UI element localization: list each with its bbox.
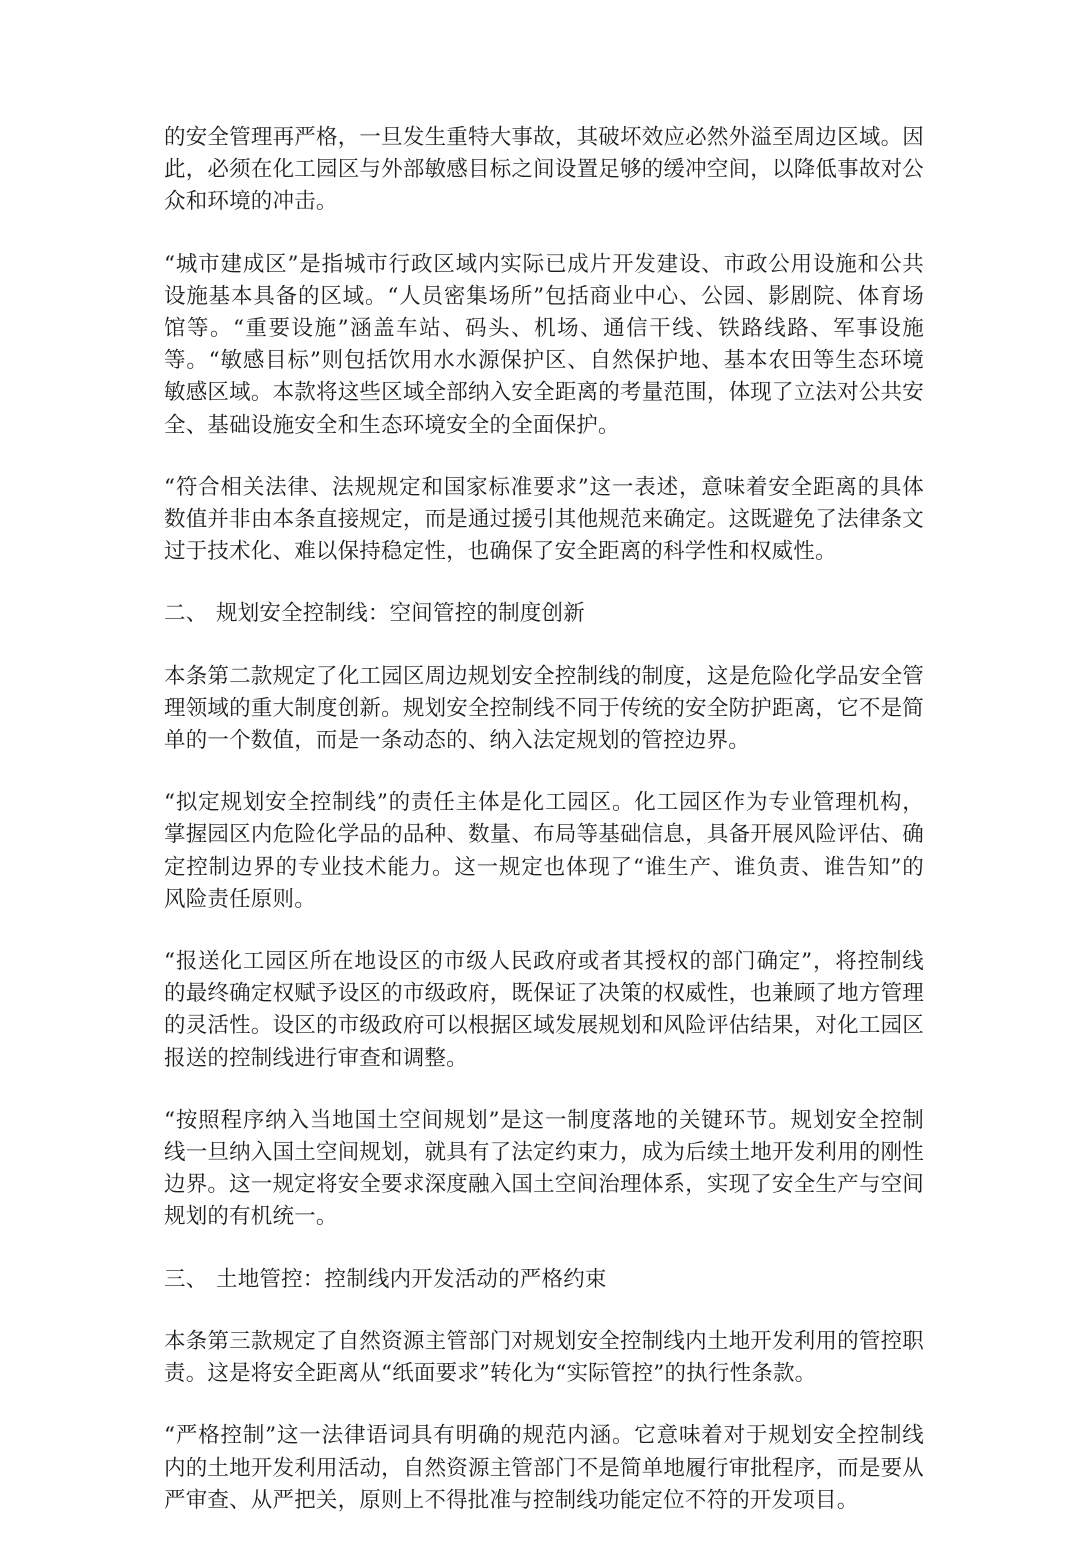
section-heading xyxy=(164,1264,924,1296)
paragraph: 本条第二款规定了化工园区周边规划安全控制线的制度，这是危险化学品安全管理领域的重大制度创新。规划安全控制线不同于传统的安全防护距离，它不是简单的一个数值，而是一条动态的、纳入法定规划的管控边界。 xyxy=(164,663,924,754)
paragraph: “符合相关法律、法规规定和国家标准要求”这一表述，意味着安全距离的具体数值并非由本条直接规定，而是通过援引其他规范来确定。这既避免了法律条文过于技术化、难以保持稳定性，也确保了安全距离的科学性和权威性。 xyxy=(164,474,924,565)
paragraph: “拟定规划安全控制线”的责任主体是化工园区。化工园区作为专业管理机构，掌握园区内危险化学品的品种、数量、布局等基础信息，具备开展风险评估、确定控制边界的专业技术能力。这一规定也体现了“谁生产、谁负责、谁告知”的风险责任原则。 xyxy=(164,790,924,912)
section-number: 三、 xyxy=(164,1266,208,1292)
section-title: 土地管控：控制线内开发活动的严格约束 xyxy=(216,1266,607,1292)
section-number: 二、 xyxy=(164,601,208,627)
section-title: 规划安全控制线：空间管控的制度创新 xyxy=(216,601,585,627)
section-heading xyxy=(164,598,924,630)
paragraph: 的安全管理再严格，一旦发生重特大事故，其破坏效应必然外溢至周边区域。因此，必须在化工园区与外部敏感目标之间设置足够的缓冲空间，以降低事故对公众和环境的冲击。 xyxy=(164,125,924,215)
paragraph: 本条第三款规定了自然资源主管部门对规划安全控制线内土地开发利用的管控职责。这是将安全距离从“纸面要求”转化为“实际管控”的执行性条款。 xyxy=(164,1328,924,1387)
document-page xyxy=(164,122,924,1547)
paragraph: “城市建成区”是指城市行政区域内实际已成片开发建设、市政公用设施和公共设施基本具备的区域。“人员密集场所”包括商业中心、公园、影剧院、体育场馆等。“重要设施”涵盖车站、码头、机场、通信干线、铁路线路、军事设施等。“敏感目标”则包括饮用水水源保护区、自然保护地、基本农田等生态环境敏感区域。本款将这些区域全部纳入安全距离的考量范围，体现了立法对公共安全、基础设施安全和生态环境安全的全面保护。 xyxy=(164,251,924,438)
paragraph: “报送化工园区所在地设区的市级人民政府或者其授权的部门确定”，将控制线的最终确定权赋予设区的市级政府，既保证了决策的权威性，也兼顾了地方管理的灵活性。设区的市级政府可以根据区域发展规划和风险评估结果，对化工园区报送的控制线进行审查和调整。 xyxy=(164,949,924,1071)
paragraph: “严格控制”这一法律语词具有明确的规范内涵。它意味着对于规划安全控制线内的土地开发利用活动，自然资源主管部门不是简单地履行审批程序，而是要从严审查、从严把关，原则上不得批准与控制线功能定位不符的开发项目。 xyxy=(164,1423,924,1513)
paragraph: “按照程序纳入当地国土空间规划”是这一制度落地的关键环节。规划安全控制线一旦纳入国土空间规划，就具有了法定约束力，成为后续土地开发利用的刚性边界。这一规定将安全要求深度融入国土空间治理体系，实现了安全生产与空间规划的有机统一。 xyxy=(164,1107,924,1230)
